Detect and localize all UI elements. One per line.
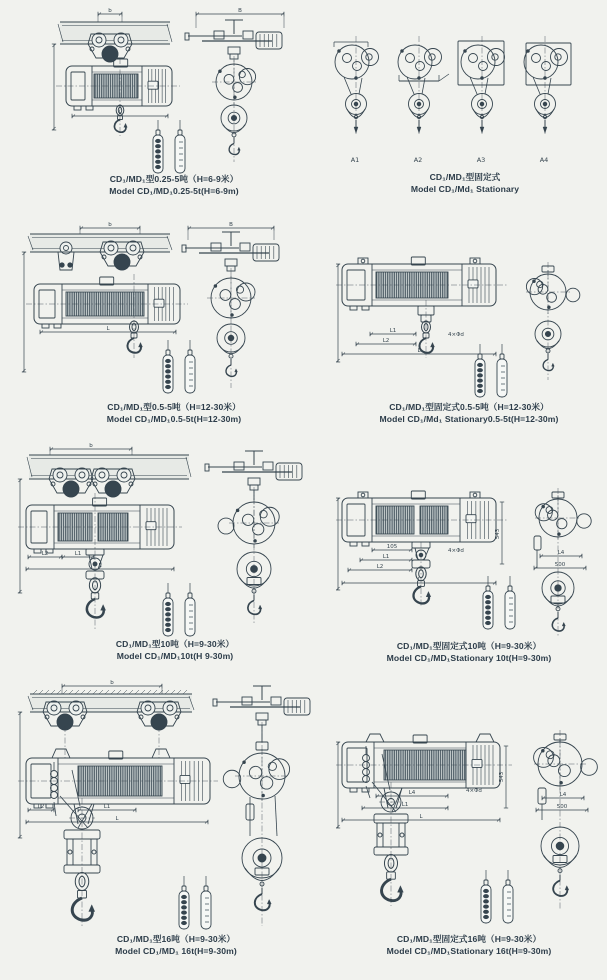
panel-hoist-10t-monorail bbox=[14, 443, 336, 673]
panel-caption bbox=[28, 174, 320, 197]
dim-label: L1 bbox=[103, 804, 111, 811]
dim-label: b bbox=[89, 443, 93, 450]
dim-label: A4 bbox=[539, 156, 549, 164]
caption-en: Model CD₁/MD₁Stationary 16t(H=9-30m) bbox=[386, 945, 552, 956]
dim-label: L1 bbox=[74, 551, 82, 558]
caption-zh: CD₁/MD₁型固定式16吨（H=9-30米） bbox=[396, 934, 542, 944]
hoist-10t-stationary-drawing bbox=[336, 456, 602, 641]
dim-label: b bbox=[108, 8, 112, 15]
dim-label: 543 bbox=[499, 771, 505, 783]
caption-zh: CD₁/MD₁型固定式0.5-5吨（H=12-30米） bbox=[389, 402, 549, 412]
hoist-05-5t-stationary-drawing bbox=[336, 240, 602, 402]
panel-hoist-16t-stationary bbox=[336, 678, 602, 968]
caption-zh: CD₁/MD₁型10吨（H=9-30米） bbox=[115, 639, 235, 649]
caption-en: Model CD₁/Md₁ Stationary0.5-5t(H=12-30m) bbox=[379, 413, 559, 424]
caption-en: Model CD₁/MD₁ 16t(H=9-30m) bbox=[115, 945, 237, 956]
panel-hoist-10t-stationary bbox=[336, 456, 602, 673]
hoist-16t-stationary-drawing bbox=[336, 678, 602, 932]
dim-label: L2 bbox=[37, 804, 45, 811]
caption-zh: CD₁/MD₁型0.5-5吨（H=12-30米） bbox=[107, 402, 241, 412]
panel-hoist-05-5t-monorail bbox=[16, 222, 332, 434]
dim-label: L bbox=[417, 348, 421, 355]
dim-label: L2 bbox=[376, 564, 384, 571]
dim-label: L bbox=[417, 577, 421, 584]
dim-label: 105 bbox=[386, 544, 398, 551]
dim-label: L4 bbox=[408, 790, 416, 797]
hoist-025-5t-monorail-drawing bbox=[28, 8, 320, 174]
caption-zh: CD₁/MD₁型固定式 bbox=[429, 172, 501, 182]
dim-label: A2 bbox=[413, 156, 423, 164]
dim-label: L1 bbox=[389, 328, 397, 335]
panel-stationary-variants-a1-a4 bbox=[330, 34, 600, 206]
hoist-05-5t-monorail-drawing bbox=[16, 222, 332, 402]
panel-caption bbox=[336, 402, 602, 425]
hoist-10t-monorail-drawing bbox=[14, 443, 336, 639]
dim-label: 500 bbox=[556, 804, 568, 811]
caption-en: Model CD₁/MD₁10t(H 9-30m) bbox=[116, 650, 234, 661]
panel-caption bbox=[330, 172, 600, 195]
dim-label: 4×Φd bbox=[448, 332, 464, 338]
dim-label: B bbox=[238, 8, 242, 15]
caption-en: Model CD₁/MD₁0.25-5t(H=6-9m) bbox=[109, 185, 239, 196]
dim-label: L1 bbox=[401, 802, 409, 809]
dim-label: L bbox=[106, 326, 110, 333]
panel-hoist-025-5t-monorail bbox=[28, 8, 320, 214]
dim-label: b bbox=[110, 680, 114, 687]
panel-caption bbox=[14, 639, 336, 662]
panel-caption bbox=[16, 402, 332, 425]
dim-label: A3 bbox=[476, 156, 486, 164]
dim-label: L2 bbox=[382, 338, 390, 345]
caption-zh: CD₁/MD₁型16吨（H=9-30米） bbox=[116, 934, 236, 944]
dim-label: L1 bbox=[382, 554, 390, 561]
dim-label: L2 bbox=[41, 551, 49, 558]
dim-label: L bbox=[118, 110, 122, 117]
dim-label: 4×Φd bbox=[448, 548, 464, 554]
dim-label: B bbox=[229, 222, 233, 229]
panel-hoist-16t-monorail bbox=[14, 678, 338, 968]
dim-label: L bbox=[98, 563, 102, 570]
panel-hoist-05-5t-stationary bbox=[336, 240, 602, 436]
caption-zh: CD₁/MD₁型固定式10吨（H=9-30米） bbox=[396, 641, 542, 651]
dim-label: 500 bbox=[554, 562, 566, 569]
caption-en: Model CD₁/Md₁ Stationary bbox=[410, 183, 520, 194]
dim-label: L bbox=[419, 814, 423, 821]
dim-label: 4×Φd bbox=[466, 788, 482, 794]
caption-en: Model CD₁/MD₁Stationary 10t(H=9-30m) bbox=[386, 652, 552, 663]
dim-label: L4 bbox=[559, 792, 567, 799]
dim-label: L4 bbox=[557, 550, 565, 557]
dim-label: 543 bbox=[495, 528, 501, 540]
caption-zh: CD₁/MD₁型0.25-5吨（H=6-9米） bbox=[109, 174, 239, 184]
panel-caption bbox=[336, 641, 602, 664]
stationary-variants-drawing bbox=[330, 34, 600, 172]
hoist-16t-monorail-drawing bbox=[14, 678, 338, 932]
dim-label: L bbox=[115, 816, 119, 823]
panel-caption bbox=[14, 934, 338, 957]
caption-en: Model CD₁/MD₁0.5-5t(H=12-30m) bbox=[106, 413, 242, 424]
panel-caption bbox=[336, 934, 602, 957]
dim-label: b bbox=[108, 222, 112, 229]
dim-label: A1 bbox=[350, 156, 360, 164]
